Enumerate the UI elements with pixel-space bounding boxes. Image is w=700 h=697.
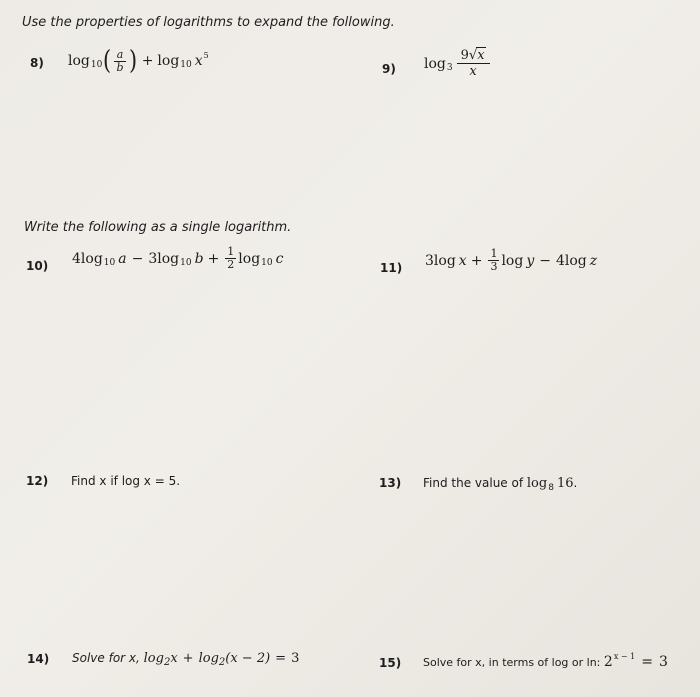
problem-15-expression bbox=[423, 654, 668, 670]
plus-sign: + bbox=[470, 252, 483, 269]
fraction-numerator: 1 bbox=[227, 245, 235, 258]
variable: y bbox=[526, 252, 535, 269]
power-base: 2 bbox=[603, 654, 613, 670]
log-label: log bbox=[501, 252, 524, 269]
log-label: log bbox=[80, 250, 103, 267]
fraction bbox=[114, 49, 125, 74]
log-base: 10 bbox=[90, 60, 103, 70]
problem-8-expression bbox=[68, 48, 209, 74]
problem-15-number: 15) bbox=[379, 656, 402, 670]
fraction-numerator: a bbox=[116, 47, 124, 61]
problem-8-number: 8) bbox=[30, 56, 44, 70]
problem-13-number: 13) bbox=[379, 476, 402, 490]
log-base: 10 bbox=[103, 257, 116, 268]
problem-9-expression bbox=[424, 48, 490, 80]
log-label: log bbox=[564, 252, 587, 269]
coefficient: 4 bbox=[555, 252, 565, 269]
variable: x bbox=[458, 252, 467, 269]
coefficient: 4 bbox=[72, 250, 81, 267]
right-paren: ) bbox=[128, 46, 137, 76]
fraction-numerator: 1 bbox=[490, 247, 498, 260]
log-base: 2 bbox=[218, 657, 226, 668]
problem-9-number: 9) bbox=[382, 62, 396, 76]
problem-10-number: 10) bbox=[26, 259, 49, 273]
fraction-denominator: 2 bbox=[227, 258, 235, 271]
log-argument: x bbox=[170, 651, 178, 666]
log-base: 2 bbox=[163, 657, 171, 668]
log-base: 3 bbox=[446, 63, 453, 73]
log-label: log bbox=[198, 651, 219, 666]
problem-10-expression bbox=[72, 246, 283, 271]
variable: x bbox=[194, 53, 203, 69]
problem-11-number: 11) bbox=[380, 261, 403, 275]
log-label: log bbox=[68, 53, 90, 69]
expand-instruction: Use the properties of logarithms to expand the following. bbox=[22, 15, 395, 30]
plus-sign: + bbox=[207, 250, 220, 267]
log-base: 8 bbox=[548, 483, 554, 493]
coefficient: 9 bbox=[460, 48, 469, 63]
power-exponent: x − 1 bbox=[613, 652, 636, 661]
left-paren: ( bbox=[103, 46, 112, 76]
log-label: log bbox=[143, 651, 164, 666]
log-base: 10 bbox=[261, 257, 273, 268]
log-label: log bbox=[238, 250, 261, 267]
problem-12-number: 12) bbox=[26, 474, 49, 488]
equals-sign: = bbox=[641, 654, 653, 670]
log-label: log bbox=[157, 53, 180, 69]
plus-sign: + bbox=[182, 651, 194, 666]
problem-15-prefix: Solve for x, in terms of log or ln: bbox=[423, 656, 604, 669]
problem-14-expression bbox=[72, 651, 299, 666]
equals-sign: = bbox=[275, 651, 287, 666]
radical-sign: √ bbox=[468, 48, 478, 63]
problem-13-prefix: Find the value of bbox=[423, 476, 527, 490]
log-argument: 16 bbox=[556, 476, 574, 491]
fraction bbox=[459, 48, 488, 80]
variable: a bbox=[118, 250, 127, 267]
fraction bbox=[488, 248, 499, 273]
log-base: 10 bbox=[180, 257, 192, 268]
problem-14-prefix: Solve for x, bbox=[72, 651, 144, 665]
minus-sign: − bbox=[539, 252, 551, 269]
fraction-denominator: b bbox=[116, 60, 124, 74]
log-label: log bbox=[433, 252, 456, 269]
radicand: x bbox=[477, 48, 485, 63]
right-hand-side: 3 bbox=[658, 654, 668, 670]
log-label: log bbox=[424, 56, 446, 72]
variable: z bbox=[589, 252, 598, 269]
plus-sign: + bbox=[141, 53, 154, 69]
right-hand-side: 3 bbox=[291, 651, 300, 666]
log-label: log bbox=[157, 250, 180, 267]
fraction bbox=[225, 246, 236, 271]
exponent: 5 bbox=[203, 50, 209, 60]
log-label: log bbox=[526, 476, 548, 491]
log-base: 10 bbox=[180, 60, 192, 70]
period: . bbox=[573, 476, 578, 490]
problem-14-number: 14) bbox=[27, 652, 50, 666]
coefficient: 3 bbox=[148, 250, 158, 267]
minus-sign: − bbox=[131, 250, 144, 267]
single-log-instruction: Write the following as a single logarithm. bbox=[24, 220, 292, 235]
log-argument: (x − 2) bbox=[225, 651, 271, 666]
fraction-denominator: 3 bbox=[490, 260, 498, 273]
problem-13-text bbox=[423, 476, 577, 491]
variable: c bbox=[275, 250, 284, 267]
problem-11-expression bbox=[425, 248, 597, 273]
fraction-denominator: x bbox=[457, 63, 490, 80]
variable: b bbox=[194, 250, 204, 267]
fraction-numerator bbox=[459, 48, 488, 63]
coefficient: 3 bbox=[425, 252, 434, 269]
problem-12-text: Find x if log x = 5. bbox=[71, 474, 181, 488]
